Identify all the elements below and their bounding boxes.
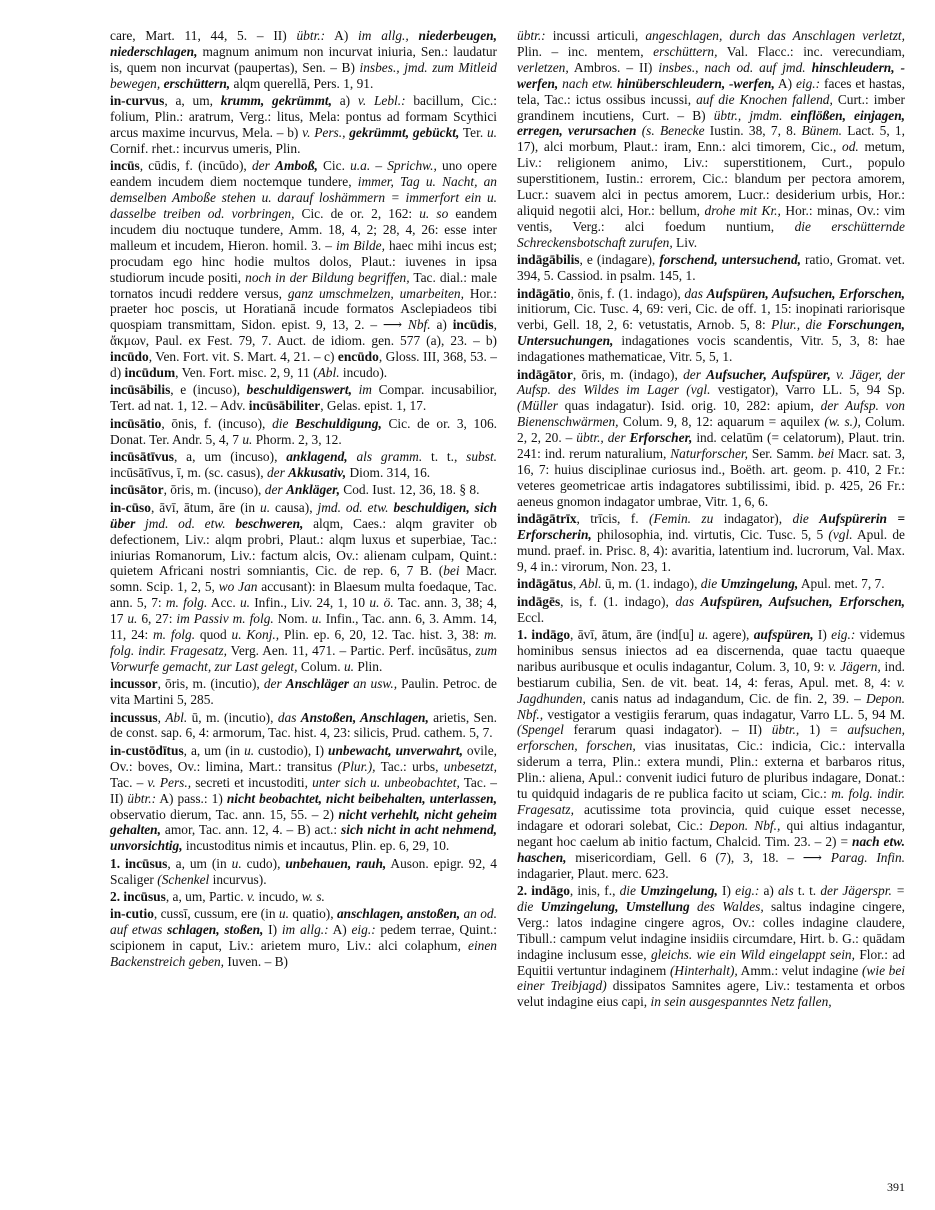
entry: indāgābilis, e (indagare), forschend, untersuchend, ratio, Gromat. vet. 394, 5. Cassiod. in psalm. 145, 1.: [517, 252, 905, 284]
left-column: [110, 28, 497, 972]
entry: 1. indāgo, āvī, ātum, āre (ind[u] u. agere), aufspüren, I) eig.: videmus hominibus sensus iniectos ad ea discernenda, quae tactu quaeque naribus auribusque et oculis indagantur, Colum. 3, 10, 9: v. Jägern, ind. bestiarum cubilia, Sen. de vit. beat. 14, 4: feras, Apul. met. 8, 4: v. Jagdhunden, canis natus ad indagandum, Cic. de fin. 2, 39. – Depon. Nbf., vestigator a vestigiis ferarum, quas indagatur, Varro LL. 5, 94 M. (Spengel ferarum quasi indagator). – II) übtr., 1) = aufsuchen, erforschen, forschen, vias inusitatas, Cic.: indicia, Cic.: intervalla siderum a terra, Plin.: extera mundi, Plin.: externa et barbaros ritus, Plin.: aliena, Apul.: convenit iudici futuro de pluribus indagare, Donat.: tu quidquid indagaris de re publica facito ut sciam, Cic.: m. folg. indir. Fragesatz, acutissime tota provincia, quid cuique esset necesse, indagare et odorari solebat, Cic.: Depon. Nbf., qui altius indagantur, negant hoc caelum ab initio factum, Chalcid. Tim. 23. – 2) = nach etw. haschen, misericordiam, Gell. 6 (7), 3, 18. – ⟶ Parag. Infin. indagarier, Plaut. merc. 623.: [517, 627, 906, 881]
entry: incūsābilis, e (incuso), beschuldigenswert, im Compar. incusabilior, Tert. ad nat. 1, 12. – Adv. incūsābiliter, Gelas. epist. 1, 17.: [110, 382, 497, 414]
entry: incussus, Abl. ū, m. (incutio), das Anstoßen, Anschlagen, arietis, Sen. de const. sap. 6, 4: armorum, Tac. hist. 4, 23: silicis, Prud. cathem. 5, 7.: [110, 709, 497, 741]
entry: 2. incūsus, a, um, Partic. v. incudo, w. s.: [110, 889, 325, 905]
page-number: 391: [887, 1180, 905, 1194]
entry: in-custōdītus, a, um (in u. custodio), I) unbewacht, unverwahrt, ovile, Ov.: boves, Ov.: limina, Mart.: transitus (Plur.), Tac.: urbs, unbesetzt, Tac. – v. Pers., secreti et incustoditi, unter sich u. unbeobachtet, Tac. – II) übtr.: A) pass.: 1) nicht beobachtet, nicht beibehalten, unterlassen, observatio dierum, Tac. ann. 15, 55. – 2) nicht verhehlt, nicht geheim gehalten, amor, Tac. ann. 12, 4. – B) act.: sich nicht in acht nehmend, unvorsichtig, incustoditus nimis et incautus, Plin. ep. 6, 29, 10.: [110, 742, 497, 854]
entry: in-cutio, cussī, cussum, ere (in u. quatio), anschlagen, anstoßen, an od. auf etwas schlagen, stoßen, I) im allg.: A) eig.: pedem terrae, Quint.: scipionem in caput, Liv.: arietem muro, Liv.: alci colaphum, einen Backenstreich geben, Iuven. – B): [110, 906, 497, 970]
entry: incūsātīvus, a, um (incuso), anklagend, als gramm. t. t., subst. incūsātīvus, ī, m. (sc. casus), der Akkusativ, Diom. 314, 16.: [110, 449, 498, 480]
entry: in-curvus, a, um, krumm, gekrümmt, a) v. Lebl.: bacillum, Cic.: folium, Plin.: aratrum, Verg.: litus, Mela: pontus ad formam Scythici arcus maxime incurvus, Mela. – b) v. Pers., gekrümmt, gebückt, Ter. u. Cornif. rhet.: incurvus umeris, Plin.: [110, 93, 498, 156]
entry: 1. incūsus, a, um (in u. cudo), unbehauen, rauh, Auson. epigr. 92, 4 Scaliger (Schenkel incurvus).: [110, 855, 497, 887]
entry: in-cūso, āvī, ātum, āre (in u. causa), jmd. od. etw. beschuldigen, sich über jmd. od. etw. beschweren, alqm, Caes.: alqm graviter ob defectionem, Liv.: alqm probri, Plaut.: alqm luxus et superbiae, Tac.: iniurias Romanorum, Liv.: factum alcis, Ov.: alienam culpam, Quint.: quietem Africani nostri somniantis, Cic. de rep. 6, 7 B. (bei Macr. somn. Scip. 1, 2, 5, wo Jan accusant): in Blaesum multa foedaque, Tac. ann. 5, 7: m. folg. Acc. u. Infin., Liv. 24, 1, 10 u. ö. Tac. ann. 3, 38; 4, 17 u. 6, 27: im Passiv m. folg. Nom. u. Infin., Tac. ann. 6, 3. Amm. 14, 11, 24: m. folg. quod u. Konj., Plin. ep. 6, 20, 12. Tac. hist. 3, 38: m. folg. indir. Fragesatz, Verg. Aen. 11, 471. – Partic. Perf. incūsātus, zum Vorwurfe gemacht, zur Last gelegt, Colum. u. Plin.: [110, 499, 498, 674]
entry: indāgātrīx, trīcis, f. (Femin. zu indagator), die Aufspürerin = Erforscherin, philosophia, ind. virtutis, Cic. Tusc. 5, 5 (vgl. Apul. de mund. praef. in. Prisc. 8, 4): avaritia, latentium ind. lucrorum, Val. Max. 9, 4 in.: virorum, Non. 23, 1.: [517, 511, 906, 574]
entry: indāgēs, is, f. (1. indago), das Aufspüren, Aufsuchen, Erforschen, Eccl.: [517, 593, 905, 625]
entry: incūsātio, ōnis, f. (incuso), die Beschuldigung, Cic. de or. 3, 106. Donat. Ter. Andr. 5, 4, 7 u. Phorm. 2, 3, 12.: [110, 415, 497, 447]
entry: care, Mart. 11, 44, 5. – II) übtr.: A) im allg., niederbeugen, niederschlagen, magnum animum non incurvat iniuria, Sen.: laudatur is, quem non incurvat (paupertas), Sen. – B) insbes., jmd. zum Mitleid bewegen, erschüttern, alqm querellā, Pers. 1, 91.: [110, 28, 497, 91]
entry: indāgātor, ōris, m. (indago), der Aufsucher, Aufspürer, v. Jäger, der Aufsp. des Wildes im Lager (vgl. vestigator), Varro LL. 5, 94 Sp. (Müller quas indagatur). Isid. orig. 10, 282: apium, der Aufsp. von Bienenschwärmen, Colum. 9, 8, 12: aquarum = aquilex (w. s.), Colum. 2, 2, 20. – übtr., der Erforscher, ind. celatūm (= celatorum), Plaut. trin. 241: ind. rerum naturalium, Naturforscher, Ser. Samm. bei Macr. sat. 3, 16, 7: huius disciplinae curiosus ind., Boëth. art. geom. p. 410, 2 Fr.: veteres geometricae artis indagatores subtilissimi, ibid. p. 425, 26 Fr.: aeneus gnomon indagator umbrae, Vitr. 1, 6, 6.: [517, 366, 905, 509]
entry: indāgātio, ōnis, f. (1. indago), das Aufspüren, Aufsuchen, Erforschen, initiorum, Cic. Tusc. 4, 69: veri, Cic. de off. 1, 15: inopinati rariorisque verbi, Gell. 18, 2, 6: vetustatis, Arnob. 5, 8: Plur., die Forschungen, Untersuchungen, indagationes vocis scandentis, Vitr. 5, 3, 8: hae indagationes mathematicae, Vitr. 5, 5, 1.: [517, 285, 905, 365]
entry: übtr.: incussi articuli, angeschlagen, durch das Anschlagen verletzt, Plin. – inc. mentem, erschüttern, Val. Flacc.: inc. verecundiam, verletzen, Ambros. – II) insbes., nach od. auf jmd. hinschleudern, -werfen, nach etw. hinüberschleudern, -werfen, A) eig.: faces et hastas, tela, Tac.: ictus ossibus incussi, auf die Knochen fallend, Curt.: imber grandinem incutiens, Curt. – B) übtr., jmdm. einflößen, einjagen, erregen, verursachen (s. Benecke Iustin. 38, 7, 8. Bünem. Lact. 5, 1, 17), alci morbum, Plaut.: iram, Enn.: alci timorem, Cic., od. metum, Liv.: religionem animo, Liv.: superstitionem, Curt., populo superstitionem, Iustin.: errorem, Cic.: blandum per pectora amorem, Lucr.: suavem alci in pectus amorem, Lucr.: desiderium urbis, Hor.: aliquid negotii alci, Hor.: bellum, drohe mit Kr., Hor.: minas, Ov.: vim ventis, Verg.: alci foedum nuntium, die erschütternde Schreckensbotschaft zurufen, Liv.: [517, 28, 906, 250]
right-column: [517, 28, 905, 1012]
entry: incūsātor, ōris, m. (incuso), der Ankläger, Cod. Iust. 12, 36, 18. § 8.: [110, 482, 480, 498]
entry: indāgātus, Abl. ū, m. (1. indago), die Umzingelung, Apul. met. 7, 7.: [517, 576, 885, 592]
entry: incussor, ōris, m. (incutio), der Anschläger an usw., Paulin. Petroc. de vita Martini 5, 285.: [110, 676, 497, 708]
entry: incūs, cūdis, f. (incūdo), der Amboß, Cic. u.a. – Sprichw., uno opere eandem incudem diem noctemque tundere, immer, Tag u. Nacht, an demselben Amboße stehen u. darauf loshämmern = immerfort ein u. dasselbe treiben od. vorbringen, Cic. de or. 2, 162: u. so eandem incudem diu noctuque tundere, Amm. 18, 4, 2; 28, 4, 26: esse inter malleum et incudem, Hieron. homil. 3. – im Bilde, haec mihi incus est; procudam ego hinc hodie multos dolos, Plaut.: iuvenes in ipsa studiorum incude positi, noch in der Bildung begriffen, Tac. dial.: male tornatos incudi reddere versus, ganz umschmelzen, umarbeiten, Hor.: praeter hoc poscis, ut Horatianā incude formatos Asclepiadeos tibi quospiam transmittam, Sidon. epist. 9, 13, 2. – ⟶ Nbf. a) incūdis, ἄκμων, Paul. ex Fest. 79, 7. Auct. de idiom. gen. 577 (a), 23. – b) incūdo, Ven. Fort. vit. S. Mart. 4, 21. – c) encūdo, Gloss. III, 368, 53. – d) incūdum, Ven. Fort. misc. 2, 9, 11 (Abl. incudo).: [110, 158, 498, 381]
entry: 2. indāgo, inis, f., die Umzingelung, I) eig.: a) als t. t. der Jägerspr. = die Umzingelung, Umstellung des Waldes, saltus indagine cingere, Verg.: latos indagine cingere agros, Ov.: colles indagine claudere, Tibull.: campum velut indagine insidiis circumdare, Hirt. b. G.: quādam indagine inclusum esse, gleichs. wie ein Wild eingelappt sein, Flor.: ad Equitii vertuntur indaginem (Hinterhalt), Amm.: velut indagine (wie bei einer Treibjagd) dissipatos Samnites agere, Liv.: testamenta et orbos velut indagine eius capi, in sein ausgespanntes Netz fallen,: [517, 883, 906, 1010]
